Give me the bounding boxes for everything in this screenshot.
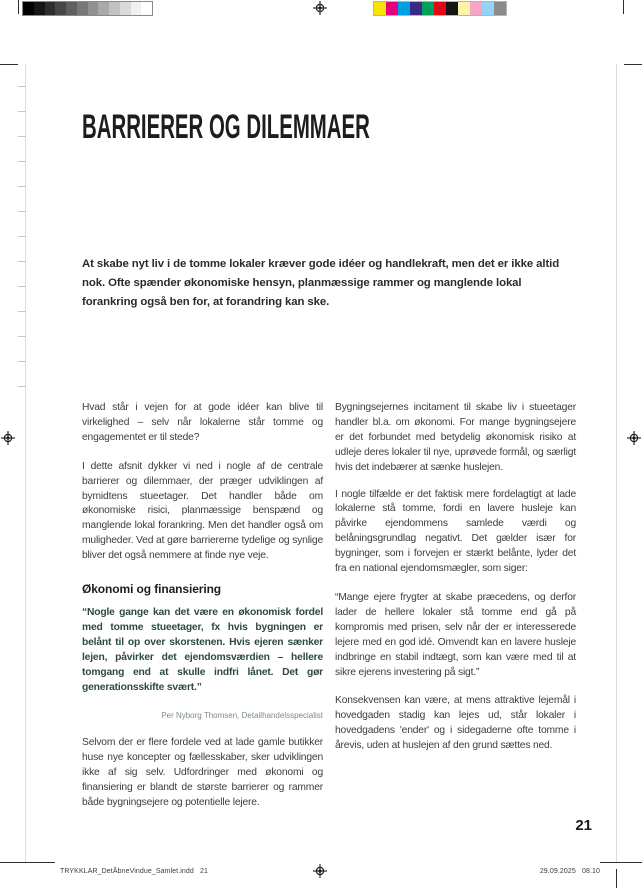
body-paragraph: Hvad står i vejen for at gode idéer kan blive til virkelighed – selv når lokalerne står tomme og engagementet er til stede? bbox=[82, 402, 323, 443]
calibration-swatch bbox=[34, 2, 45, 15]
body-paragraph: Konsekvensen kan være, at mens attraktive lejemål i hovedgaden stadig kan lejes ud, står lokaler i hovedgadens 'ender' og i sidegaderne ofte tomme i årevis, uden at huslejen af den grund sættes ned. bbox=[335, 695, 576, 752]
calibration-swatch bbox=[45, 2, 56, 15]
ruler-ticks bbox=[18, 86, 26, 392]
calibration-swatch bbox=[55, 2, 66, 15]
crop-mark bbox=[623, 0, 624, 14]
calibration-swatch bbox=[398, 2, 410, 15]
pull-quote: “Nogle gange kan det være en økonomisk fordel med tomme stueetager, fx hvis bygningen er belånt til op over skorstenen. Hvis ejeren sænker lejen, påvirker det ejendomsværdien – hellere tomgang end at skulle indfri lånet. Det gør generationsskifte svært.” bbox=[82, 606, 323, 693]
crop-mark bbox=[18, 0, 19, 14]
calibration-swatch bbox=[482, 2, 494, 15]
calibration-swatch bbox=[66, 2, 77, 15]
calibration-swatch bbox=[446, 2, 458, 15]
color-calibration-bar bbox=[373, 1, 507, 16]
calibration-swatch bbox=[77, 2, 88, 15]
calibration-swatch bbox=[422, 2, 434, 15]
registration-mark-icon bbox=[627, 431, 641, 445]
calibration-swatch bbox=[458, 2, 470, 15]
body-paragraph: Bygningsejernes incitament til skabe liv i stueetager handler bl.a. om økonomi. For mange bygningsejere er det forbundet med betydelig økonomisk risiko at udleje deres lokaler til nye, uprøvede formål, og særligt hvis det indebærer at sænke huslejen. bbox=[335, 402, 576, 473]
grayscale-calibration-bar bbox=[22, 1, 153, 16]
calibration-swatch bbox=[88, 2, 99, 15]
calibration-swatch bbox=[434, 2, 446, 15]
calibration-swatch bbox=[386, 2, 398, 15]
registration-mark-icon bbox=[313, 864, 327, 878]
calibration-swatch bbox=[494, 2, 506, 15]
page-trim-edge bbox=[616, 64, 617, 862]
right-column bbox=[335, 401, 576, 768]
calibration-swatch bbox=[120, 2, 131, 15]
crop-mark bbox=[624, 64, 642, 65]
calibration-swatch bbox=[98, 2, 109, 15]
body-paragraph: I dette afsnit dykker vi ned i nogle af de centrale barrierer og dilemmaer, der præger udviklingen af bymidtens stueetager. Det handler både om økonomiske risici, planmæssige benspænd og manglende lokal forankring. Men det handler også om muligheder. Ved at gøre barriererne tydelige og synlige bliver det også nemmere at finde nye veje. bbox=[82, 460, 323, 562]
calibration-swatch bbox=[374, 2, 386, 15]
slug-datetime: 29.09.2025 08.10 bbox=[539, 868, 600, 875]
calibration-swatch bbox=[23, 2, 34, 15]
page-title: BARRIERER OG DILEMMAER bbox=[82, 108, 370, 146]
body-paragraph: I nogle tilfælde er det faktisk mere fordelagtigt at lade lokalerne stå tomme, fordi en lavere husleje kan påvirke ejendommens samlede værdi og belåningsgrundlag negativt. Det gælder især for bygninger, som i forvejen er stærkt belånte, lyder det fra en national ejendomsmægler, som siger: bbox=[335, 488, 576, 575]
body-paragraph: Selvom der er flere fordele ved at lade gamle butikker huse nye koncepter og fællesskaber, sker udviklingen ikke af sig selv. Udfordringer med økonomi og finansiering er blandt de største barrierer og rammer både bygningsejere og potentielle lejere. bbox=[82, 737, 323, 808]
calibration-swatch bbox=[141, 2, 152, 15]
calibration-swatch bbox=[470, 2, 482, 15]
registration-mark-icon bbox=[313, 1, 327, 15]
left-column bbox=[82, 401, 323, 825]
registration-mark-icon bbox=[1, 431, 15, 445]
section-heading: Økonomi og finansiering bbox=[82, 582, 222, 597]
body-quote-paragraph: “Mange ejere frygter at skabe præcedens, og derfor lader de hellere lokaler stå tomme end gå på kompromis med prisen, selv når der er interesserede lejere med en god idé. Omvendt kan en lavere husleje indbringe en stabil indtægt, som kan være med til at sikre ejerens investering på sigt.” bbox=[335, 591, 576, 678]
page-number: 21 bbox=[575, 817, 592, 834]
crop-mark bbox=[0, 64, 18, 65]
calibration-swatch bbox=[109, 2, 120, 15]
calibration-swatch bbox=[410, 2, 422, 15]
standfirst-paragraph: At skabe nyt liv i de tomme lokaler kræver gode idéer og handlekraft, men det er ikke altid nok. Ofte spænder økonomiske hensyn, planmæssige rammer og manglende lokal forankring også ben for, at forandring kan ske. bbox=[82, 258, 560, 308]
calibration-swatch bbox=[131, 2, 142, 15]
crop-mark bbox=[616, 869, 617, 888]
quote-attribution: Per Nyborg Thomsen, Detailhandelsspecialist bbox=[161, 711, 323, 721]
slug-filename: TRYKKLAR_DetÅbneVindue_Samlet.indd 21 bbox=[60, 868, 209, 875]
crop-mark bbox=[0, 862, 55, 863]
crop-mark bbox=[600, 862, 642, 863]
